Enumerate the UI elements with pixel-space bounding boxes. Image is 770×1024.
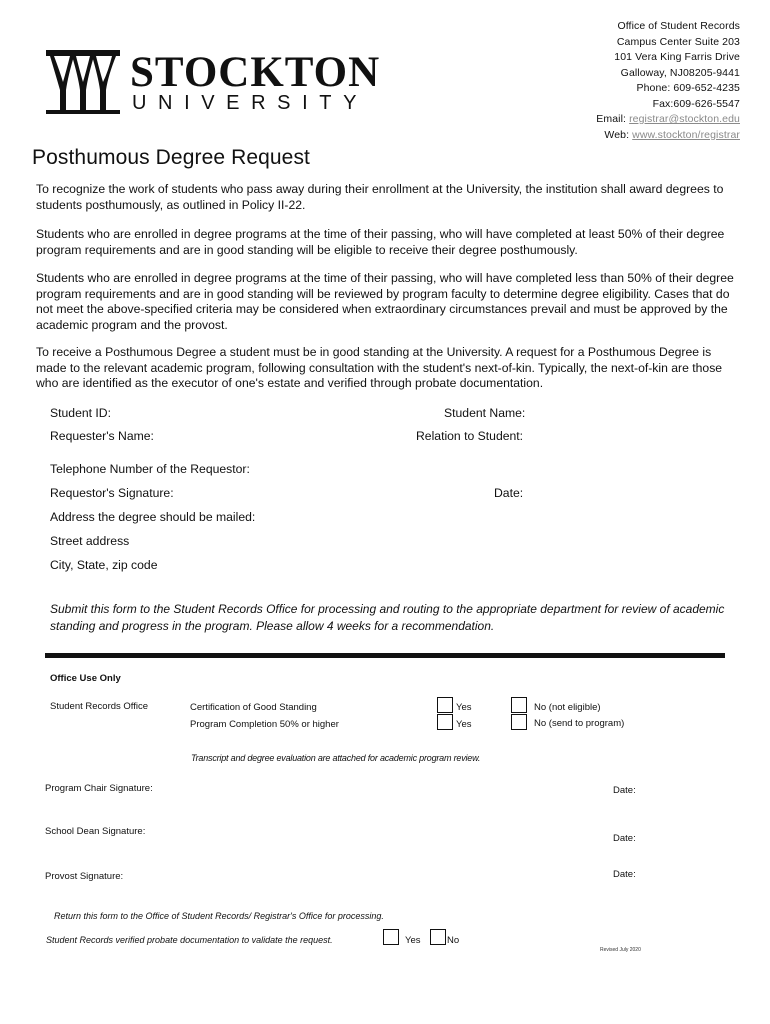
return-note: Return this form to the Office of Student Records/ Registrar's Office for processing.	[54, 911, 384, 921]
contact-line: Office of Student Records	[617, 20, 740, 32]
probate-no-checkbox[interactable]	[430, 929, 446, 945]
office-dept-label: Student Records Office	[50, 701, 149, 712]
contact-line: 101 Vera King Farris Drive	[614, 51, 740, 63]
stockton-logo	[44, 44, 384, 116]
provost-date-field[interactable]: Date:	[613, 869, 636, 880]
office-use-heading: Office Use Only	[50, 673, 121, 684]
contact-line: Phone: 609-652-4235	[636, 82, 740, 94]
good-standing-label: Certification of Good Standing	[190, 702, 317, 713]
date-field[interactable]: Date:	[494, 486, 524, 500]
completion-no-label: No (send to program)	[534, 718, 625, 729]
address-label: Address the degree should be mailed:	[50, 510, 256, 524]
probate-note: Student Records verified probate documentation to validate the request.	[46, 935, 333, 945]
program-chair-date-field[interactable]: Date:	[613, 785, 636, 796]
school-dean-signature-field[interactable]: School Dean Signature:	[45, 826, 146, 837]
probate-yes-label: Yes	[405, 935, 421, 946]
completion-yes-checkbox[interactable]	[437, 714, 453, 730]
logo-wordmark: STOCKTON	[130, 49, 381, 96]
school-dean-date-field[interactable]: Date:	[613, 833, 636, 844]
email-label: Email:	[596, 113, 627, 125]
request-paragraph: To receive a Posthumous Degree a student must be in good standing at the University. A request for a Posthumous Degree is made to the relevant academic program, following consultation with the student's next-of-kin. Typically, the next-of-kin are those who are identified as the executor of one's estate and verified through probate documentation.	[36, 345, 723, 390]
good-standing-yes-checkbox[interactable]	[437, 697, 453, 713]
email-line	[520, 112, 740, 128]
telephone-field[interactable]: Telephone Number of the Requestor:	[50, 462, 250, 476]
review-paragraph: Students who are enrolled in degree programs at the time of their passing, who will have completed less than 50% of their degree program requirements and are in good standing will be reviewed by program faculty to determine degree eligibility. Cases that do not meet the above-specified criteria may be considered when extraordinary circumstances prevail and must be approved by the academic program and the provost.	[36, 271, 734, 332]
good-standing-no-checkbox[interactable]	[511, 697, 527, 713]
web-link[interactable]: www.stockton/registrar	[632, 128, 740, 141]
relation-field[interactable]: Relation to Student:	[416, 429, 524, 443]
submit-note: Submit this form to the Student Records Office for processing and routing to the appropriate department for review of academic standing and progress in the program. Please allow 4 weeks for a recommendation.	[50, 602, 725, 633]
requester-name-field[interactable]: Requester's Name:	[50, 429, 154, 443]
intro-paragraph: To recognize the work of students who pass away during their enrollment at the University, the institution shall award degrees to students posthumously, as outlined in Policy II-22.	[36, 182, 724, 212]
probate-yes-checkbox[interactable]	[383, 929, 399, 945]
completion-no-checkbox[interactable]	[511, 714, 527, 730]
page-title: Posthumous Degree Request	[32, 146, 310, 169]
completion-yes-label: Yes	[456, 719, 472, 730]
provost-signature-field[interactable]: Provost Signature:	[45, 871, 124, 882]
transcript-note: Transcript and degree evaluation are attached for academic program review.	[191, 753, 481, 763]
contact-line: Campus Center Suite 203	[616, 35, 740, 48]
web-label: Web:	[604, 128, 630, 141]
student-id-field[interactable]: Student ID:	[50, 406, 111, 420]
city-field[interactable]: City, State, zip code	[50, 558, 158, 572]
web-line	[520, 128, 740, 144]
eligibility-paragraph: Students who are enrolled in degree programs at the time of their passing, who will have completed at least 50% of their degree program requirements and are in good standing will be eligible to receive their degree posthumously.	[36, 227, 725, 257]
good-standing-no-label: No (not eligible)	[534, 702, 601, 713]
program-chair-signature-field[interactable]: Program Chair Signature:	[45, 783, 153, 794]
contact-line: Fax:609-626-5547	[652, 97, 740, 110]
divider	[45, 653, 725, 658]
revised-date: Revised July 2020	[600, 947, 641, 953]
street-field[interactable]: Street address	[50, 534, 130, 548]
signature-field[interactable]: Requestor's Signature:	[50, 486, 174, 500]
contact-block	[520, 19, 740, 143]
logo-tree-mark-icon	[44, 46, 122, 116]
logo-subtitle: UNIVERSITY	[132, 92, 369, 114]
student-name-field[interactable]: Student Name:	[444, 406, 526, 420]
email-link[interactable]: registrar@stockton.edu	[629, 113, 740, 125]
completion-label: Program Completion 50% or higher	[190, 719, 339, 730]
good-standing-yes-label: Yes	[456, 702, 472, 713]
contact-line: Galloway, NJ08205-9441	[620, 66, 740, 79]
probate-no-label: No	[447, 935, 460, 946]
